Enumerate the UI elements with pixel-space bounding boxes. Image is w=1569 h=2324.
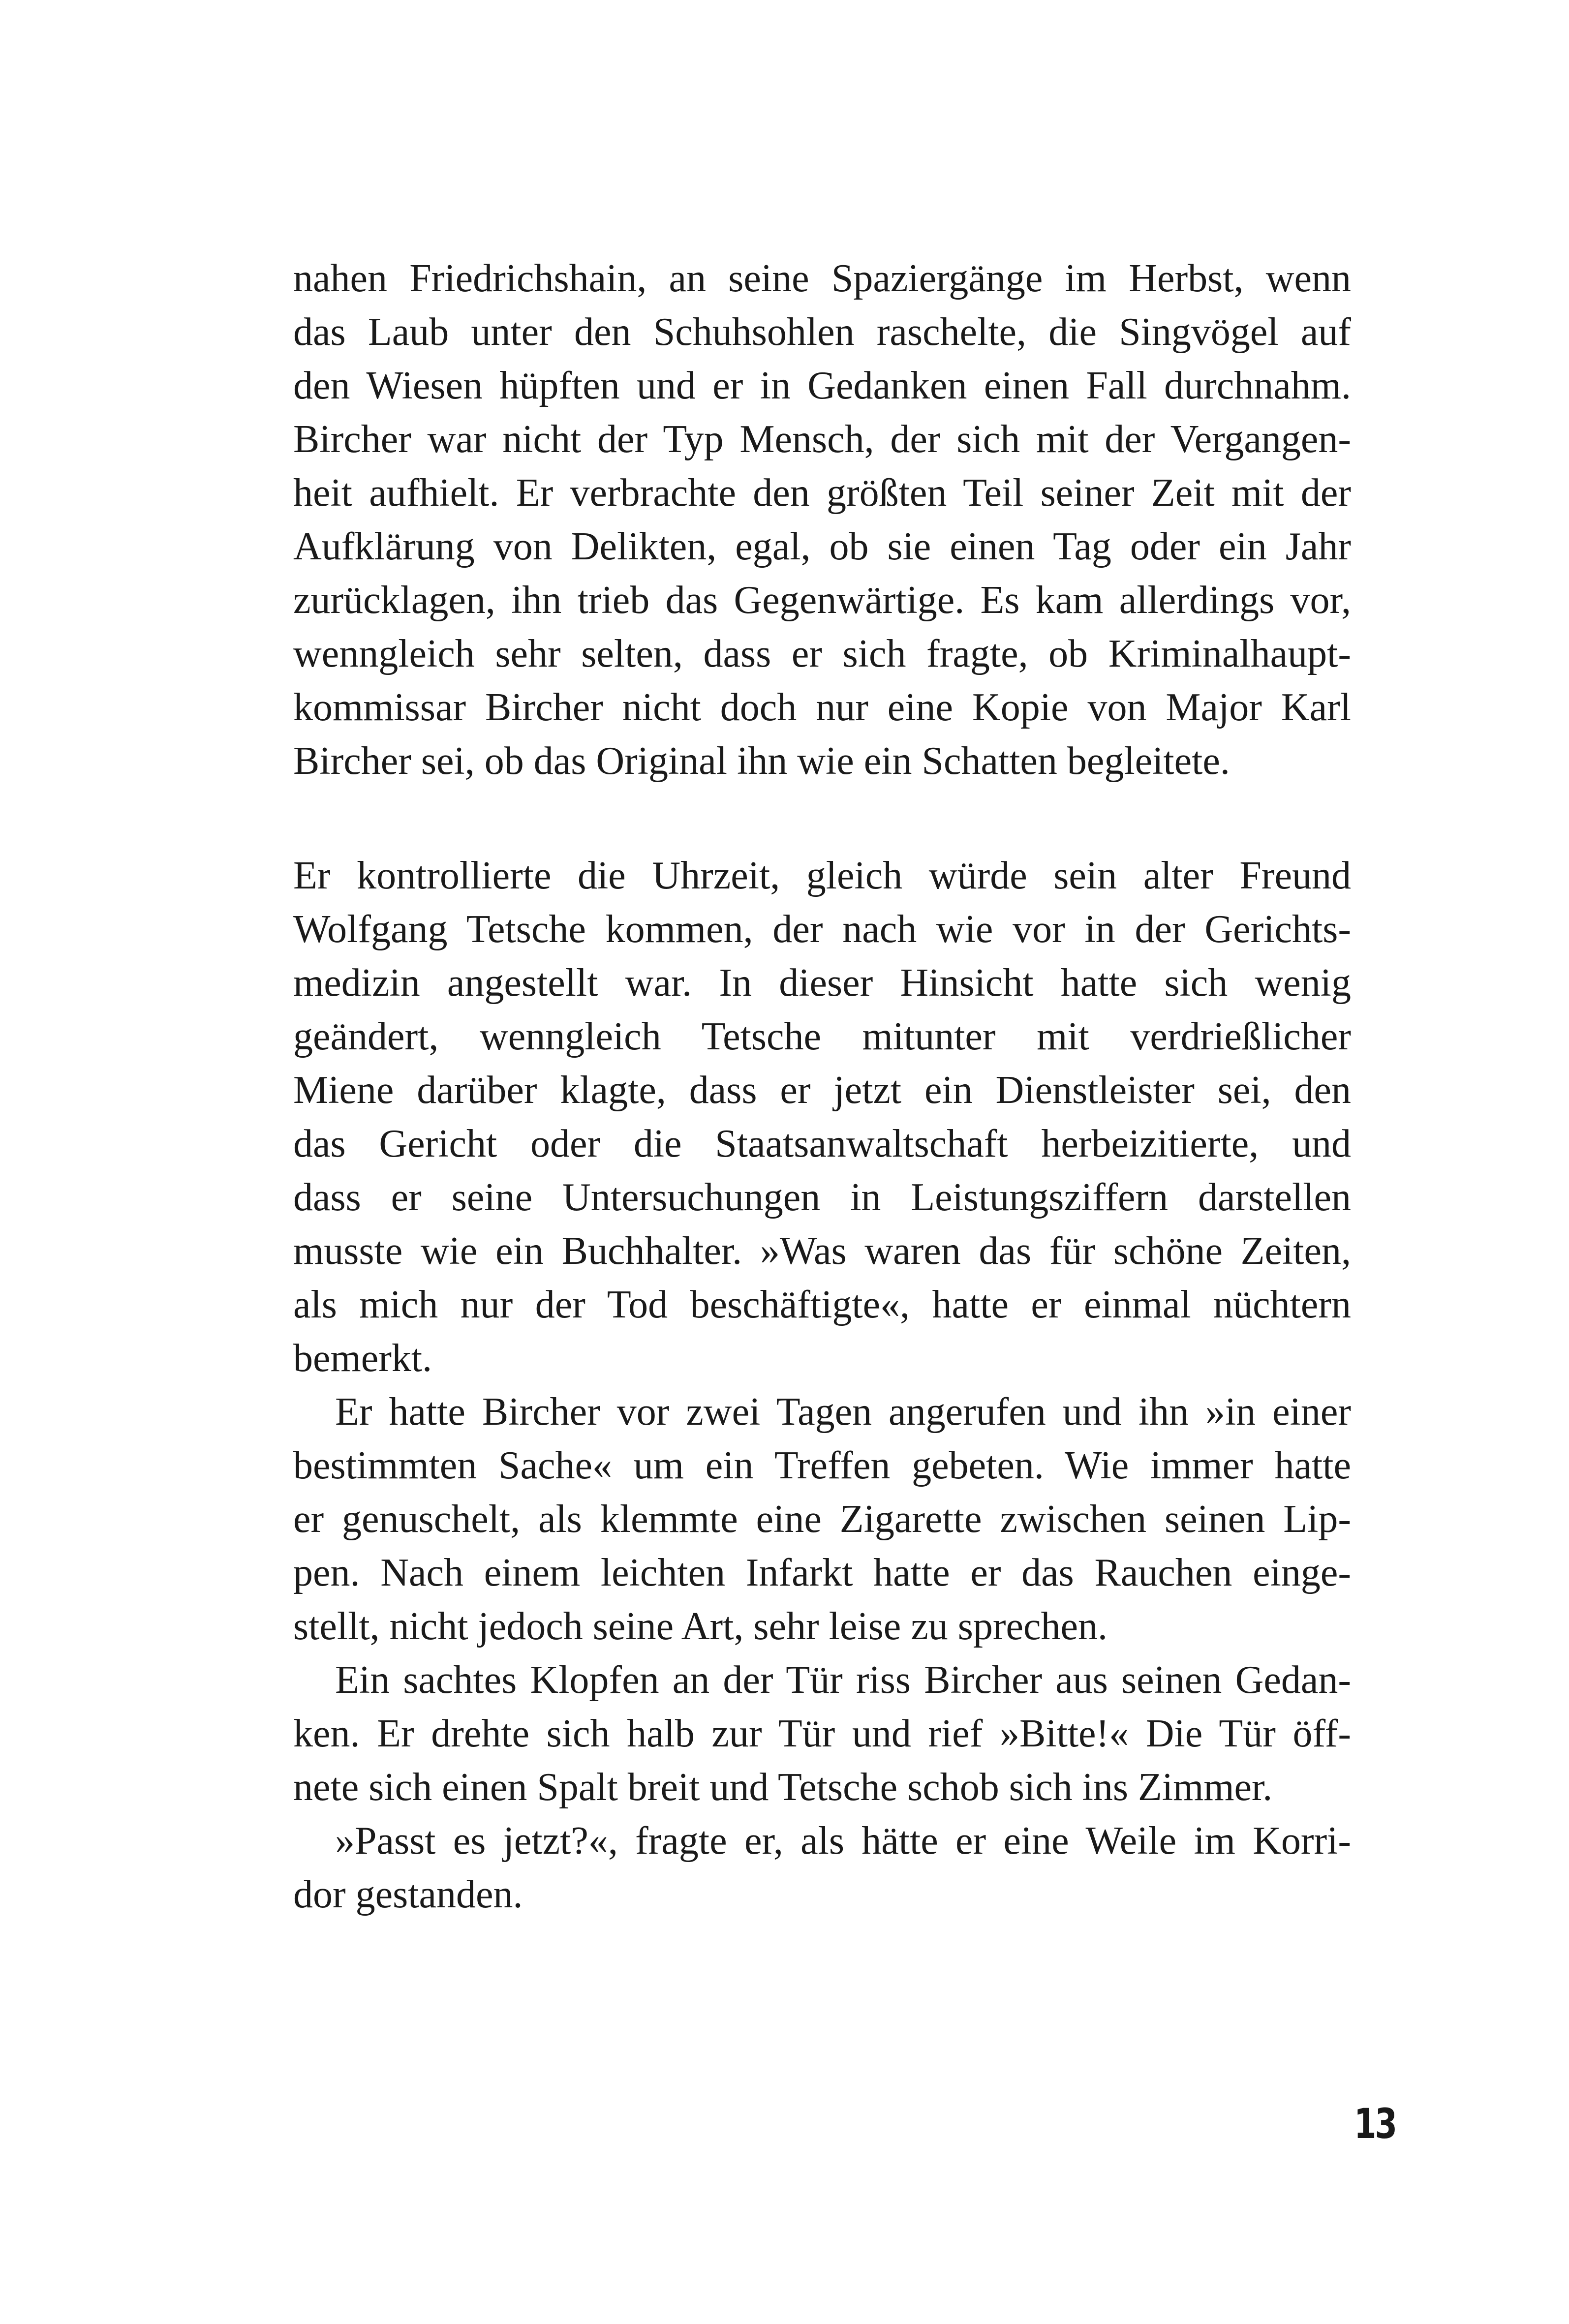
- text-line: als mich nur der Tod beschäftigte«, hatte er einmal nüchtern: [293, 1283, 1351, 1326]
- text-line: dass er seine Untersuchungen in Leistungsziffern darstellen: [293, 1176, 1351, 1219]
- text-line: geändert, wenngleich Tetsche mitunter mit verdrießlicher: [293, 1015, 1351, 1058]
- text-line: Ein sachtes Klopfen an der Tür riss Bircher aus seinen Gedan-: [335, 1658, 1351, 1702]
- text-line: Bircher war nicht der Typ Mensch, der sich mit der Vergangen-: [293, 418, 1351, 461]
- paragraph-1: [293, 252, 1351, 788]
- text-line: nete sich einen Spalt breit und Tetsche schob sich ins Zimmer.: [293, 1766, 1273, 1809]
- text-line: stellt, nicht jedoch seine Art, sehr leise zu sprechen.: [293, 1605, 1108, 1648]
- text-line: Aufklärung von Delikten, egal, ob sie einen Tag oder ein Jahr: [293, 525, 1351, 568]
- text-line: »Passt es jetzt?«, fragte er, als hätte er eine Weile im Korri-: [335, 1819, 1351, 1863]
- paragraph-2: [293, 849, 1351, 1385]
- text-line: Bircher sei, ob das Original ihn wie ein Schatten begleitete.: [293, 739, 1230, 783]
- text-line: das Laub unter den Schuhsohlen raschelte, die Singvögel auf: [293, 310, 1351, 354]
- text-line: zurücklagen, ihn trieb das Gegenwärtige. Es kam allerdings vor,: [293, 579, 1351, 622]
- text-section-1: [293, 252, 1351, 788]
- text-line: Er kontrollierte die Uhrzeit, gleich würde sein alter Freund: [293, 854, 1351, 897]
- text-section-2: [293, 849, 1351, 1922]
- text-line: wenngleich sehr selten, dass er sich fragte, ob Kriminalhaupt-: [293, 632, 1351, 675]
- text-line: nahen Friedrichshain, an seine Spaziergänge im Herbst, wenn: [293, 257, 1351, 300]
- page-number: 13: [1354, 2100, 1396, 2148]
- text-line: kommissar Bircher nicht doch nur eine Kopie von Major Karl: [293, 686, 1351, 729]
- text-line: Miene darüber klagte, dass er jetzt ein Dienstleister sei, den: [293, 1069, 1351, 1112]
- paragraph-3: [293, 1385, 1351, 1653]
- paragraph-4: [293, 1653, 1351, 1814]
- text-line: bestimmten Sache« um ein Treffen gebeten. Wie immer hatte: [293, 1444, 1351, 1487]
- text-line: das Gericht oder die Staatsanwaltschaft herbeizitierte, und: [293, 1122, 1351, 1165]
- text-line: bemerkt.: [293, 1337, 432, 1380]
- text-line: Er hatte Bircher vor zwei Tagen angerufen und ihn »in einer: [335, 1390, 1351, 1434]
- text-line: Wolfgang Tetsche kommen, der nach wie vor in der Gerichts-: [293, 908, 1351, 951]
- text-line: den Wiesen hüpften und er in Gedanken einen Fall durchnahm.: [293, 364, 1351, 407]
- text-line: medizin angestellt war. In dieser Hinsicht hatte sich wenig: [293, 961, 1351, 1005]
- text-line: er genuschelt, als klemmte eine Zigarette zwischen seinen Lip-: [293, 1498, 1351, 1541]
- text-line: musste wie ein Buchhalter. »Was waren das für schöne Zeiten,: [293, 1229, 1351, 1273]
- text-line: heit aufhielt. Er verbrachte den größten Teil seiner Zeit mit der: [293, 471, 1351, 515]
- paragraph-5: [293, 1814, 1351, 1922]
- text-line: ken. Er drehte sich halb zur Tür und rief »Bitte!« Die Tür öff-: [293, 1712, 1351, 1755]
- text-line: dor gestanden.: [293, 1873, 523, 1916]
- text-line: pen. Nach einem leichten Infarkt hatte er das Rauchen einge-: [293, 1551, 1351, 1594]
